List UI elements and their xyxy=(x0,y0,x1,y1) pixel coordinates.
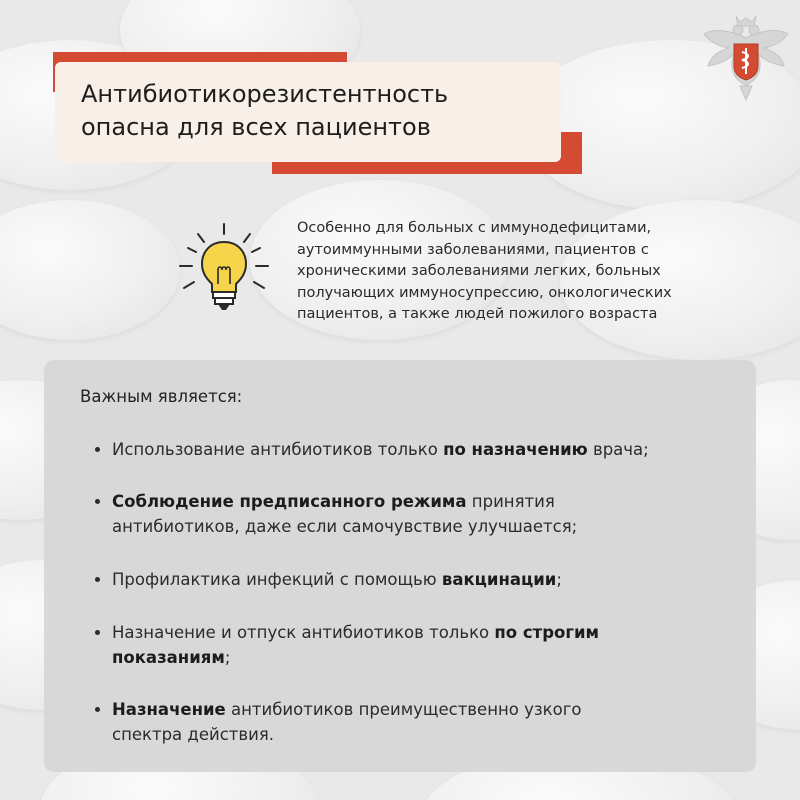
note-line: пациентов, а также людей пожилого возраста xyxy=(297,306,658,322)
bullet-icon xyxy=(95,630,100,635)
recommendations-panel xyxy=(44,360,756,772)
item-text: Профилактика инфекций с помощью xyxy=(112,570,442,589)
title-card xyxy=(55,62,561,162)
list-item xyxy=(112,620,599,670)
lightbulb-icon xyxy=(176,222,272,318)
item-text: ; xyxy=(224,648,231,667)
page-title-line-2: опасна для всех пациентов xyxy=(81,113,431,141)
list-item xyxy=(112,437,649,462)
bullet-icon xyxy=(95,577,100,582)
note-line: Особенно для больных с иммунодефицитами, xyxy=(297,220,652,236)
item-text: антибиотиков, даже если самочувствие улучшается; xyxy=(112,517,578,536)
note-line: аутоиммунными заболеваниями, пациентов с xyxy=(297,241,649,258)
item-text: Назначение и отпуск антибиотиков только xyxy=(112,623,495,642)
item-text: врача; xyxy=(587,440,649,459)
item-text: ; xyxy=(556,570,562,589)
list-item xyxy=(112,697,581,747)
list-item xyxy=(112,489,577,539)
item-text: принятия xyxy=(466,492,555,511)
list-item xyxy=(112,567,562,592)
item-text: Использование антибиотиков только xyxy=(112,440,444,459)
item-emphasis: показаниям xyxy=(112,648,225,667)
item-emphasis: Назначение xyxy=(112,700,226,719)
risk-groups-note xyxy=(297,218,757,326)
bullet-icon xyxy=(95,707,100,712)
item-text: антибиотиков преимущественно узкого xyxy=(225,700,582,719)
bullet-icon xyxy=(95,499,100,504)
panel-heading: Важным является: xyxy=(80,387,243,406)
page-title-line-1: Антибиотикорезистентность xyxy=(81,80,449,108)
item-emphasis: по назначению xyxy=(443,440,588,459)
item-emphasis: по строгим xyxy=(494,623,600,642)
bullet-icon xyxy=(95,447,100,452)
item-emphasis: вакцинации xyxy=(441,570,557,589)
emblem-icon xyxy=(700,8,792,106)
item-text: спектра действия. xyxy=(112,725,275,744)
item-emphasis: Соблюдение предписанного режима xyxy=(112,492,467,511)
note-line: получающих иммуносупрессию, онкологических xyxy=(297,284,672,301)
note-line: хроническими заболеваниями легких, больных xyxy=(297,263,661,279)
